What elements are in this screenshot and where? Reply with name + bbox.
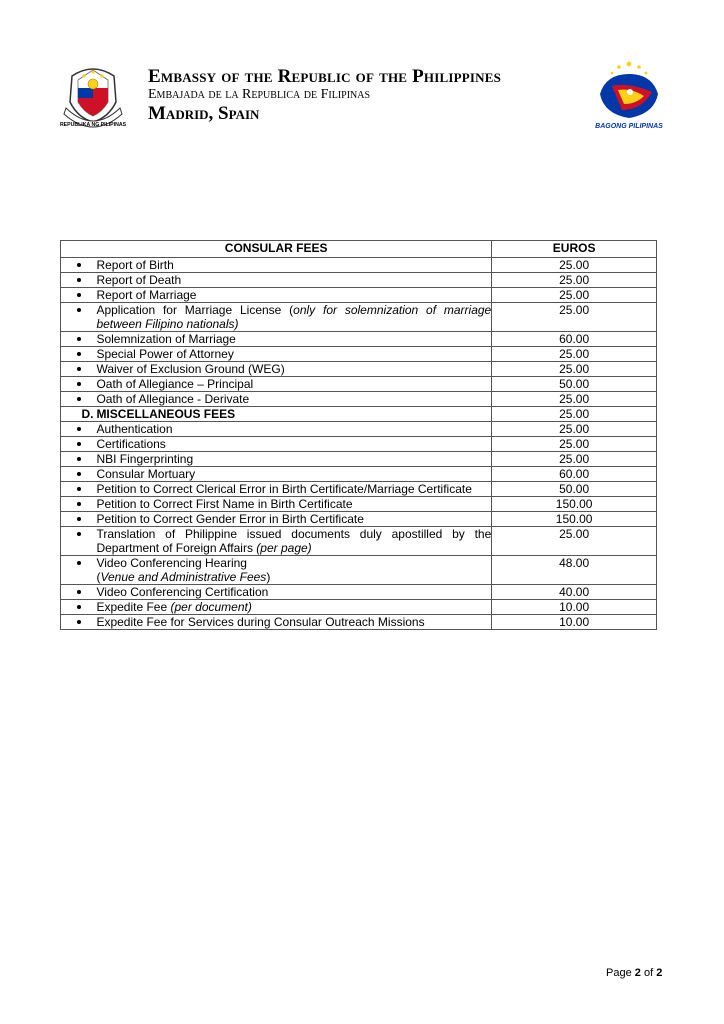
table-row [61, 347, 657, 362]
bullet-icon [77, 590, 81, 594]
section-row-miscellaneous [61, 407, 657, 422]
table-row [61, 258, 657, 273]
fee-description: Translation of Philippine issued documents duly apostilled by the Department of Foreign Affairs (per page) [96, 527, 492, 555]
fee-amount: 25.00 [492, 258, 657, 273]
fee-amount: 40.00 [492, 585, 657, 600]
fee-description: Application for Marriage License (only for solemnization of marriage between Filipino nationals) [96, 303, 492, 331]
bullet-icon [77, 442, 81, 446]
table-row [61, 497, 657, 512]
fee-amount: 25.00 [492, 288, 657, 303]
bagong-pilipinas-logo [592, 56, 666, 132]
bullet-icon [77, 532, 81, 536]
fee-description: Video Conferencing Hearing (Venue and Administrative Fees) [96, 556, 491, 585]
fee-description: Report of Death [96, 273, 491, 288]
fee-description: Authentication [96, 422, 491, 437]
fee-description: Special Power of Attorney [96, 347, 491, 362]
fee-description: Report of Marriage [96, 288, 491, 303]
fee-description: Petition to Correct Clerical Error in Birth Certificate/Marriage Certificate [96, 482, 491, 497]
table-row [61, 467, 657, 482]
fee-amount: 25.00 [492, 452, 657, 467]
bullet-icon [77, 382, 81, 386]
fee-description: Report of Birth [96, 258, 491, 273]
table-row [61, 273, 657, 288]
fee-amount: 10.00 [492, 615, 657, 630]
bullet-icon [77, 352, 81, 356]
table-row [61, 482, 657, 497]
fee-amount: 50.00 [492, 482, 657, 497]
bullet-icon [77, 397, 81, 401]
fee-amount: 150.00 [492, 497, 657, 512]
fee-amount: 25.00 [492, 273, 657, 288]
col-header-amount: EUROS [492, 241, 657, 258]
fee-amount: 25.00 [492, 422, 657, 437]
fee-amount: 25.00 [492, 407, 657, 422]
section-title: MISCELLANEOUS FEES [96, 407, 491, 422]
fee-amount: 25.00 [492, 362, 657, 377]
table-row [61, 332, 657, 347]
bullet-icon [77, 308, 81, 312]
table-row [61, 362, 657, 377]
bullet-icon [77, 561, 81, 565]
table-row [61, 377, 657, 392]
philippines-seal-logo [58, 58, 128, 136]
table-row [61, 585, 657, 600]
fee-amount: 50.00 [492, 377, 657, 392]
bullet-icon [77, 427, 81, 431]
fee-amount: 25.00 [492, 303, 657, 332]
bullet-icon [77, 517, 81, 521]
table-row [61, 615, 657, 630]
bullet-icon [77, 605, 81, 609]
table-row [61, 512, 657, 527]
seal-text: REPUBLIKA NG PILIPINAS [59, 122, 127, 128]
table-row [61, 452, 657, 467]
table-row [61, 527, 657, 556]
fee-description: Oath of Allegiance - Derivate [96, 392, 491, 407]
fee-description: Video Conferencing Certification [96, 585, 491, 600]
bullet-icon [77, 620, 81, 624]
col-header-service: CONSULAR FEES [61, 241, 492, 258]
table-header-row [61, 241, 657, 258]
table-row [61, 288, 657, 303]
bullet-icon [77, 278, 81, 282]
fee-description: Consular Mortuary [96, 467, 491, 482]
fee-description: Expedite Fee (per document) [96, 600, 491, 615]
fee-description: Oath of Allegiance – Principal [96, 377, 491, 392]
fee-amount: 25.00 [492, 347, 657, 362]
bullet-icon [77, 487, 81, 491]
bullet-icon [77, 457, 81, 461]
bullet-icon [77, 263, 81, 267]
fee-amount: 48.00 [492, 556, 657, 585]
table-row [61, 392, 657, 407]
fee-description: Expedite Fee for Services during Consular Outreach Missions [96, 615, 491, 630]
consular-fees-table [60, 240, 657, 630]
fee-description: Certifications [96, 437, 491, 452]
fee-description: Petition to Correct Gender Error in Birth Certificate [96, 512, 491, 527]
fee-amount: 10.00 [492, 600, 657, 615]
fee-description: Solemnization of Marriage [96, 332, 491, 347]
page-number: Page 2 of 2 [606, 967, 663, 979]
embassy-subtitle: Embajada de la Republica de Filipinas [148, 87, 371, 102]
table-row [61, 437, 657, 452]
header-text [148, 66, 501, 125]
fee-amount: 60.00 [492, 467, 657, 482]
fee-amount: 25.00 [492, 392, 657, 407]
table-row [61, 303, 657, 332]
table-row [61, 422, 657, 437]
fee-amount: 25.00 [492, 527, 657, 556]
embassy-city: Madrid, Spain [148, 103, 260, 124]
embassy-title: Embassy of the Republic of the Philippines [148, 66, 502, 87]
bullet-icon [77, 293, 81, 297]
fee-description: NBI Fingerprinting [96, 452, 491, 467]
bullet-icon [77, 472, 81, 476]
fee-amount: 25.00 [492, 437, 657, 452]
fee-amount: 60.00 [492, 332, 657, 347]
bullet-icon [77, 337, 81, 341]
table-row [61, 600, 657, 615]
section-label: D. [61, 407, 97, 422]
fee-amount: 150.00 [492, 512, 657, 527]
logo-text: BAGONG PILIPINAS [595, 123, 663, 130]
bullet-icon [77, 502, 81, 506]
fee-description: Petition to Correct First Name in Birth Certificate [96, 497, 491, 512]
table-row [61, 556, 657, 585]
fee-description: Waiver of Exclusion Ground (WEG) [96, 362, 491, 377]
bullet-icon [77, 367, 81, 371]
